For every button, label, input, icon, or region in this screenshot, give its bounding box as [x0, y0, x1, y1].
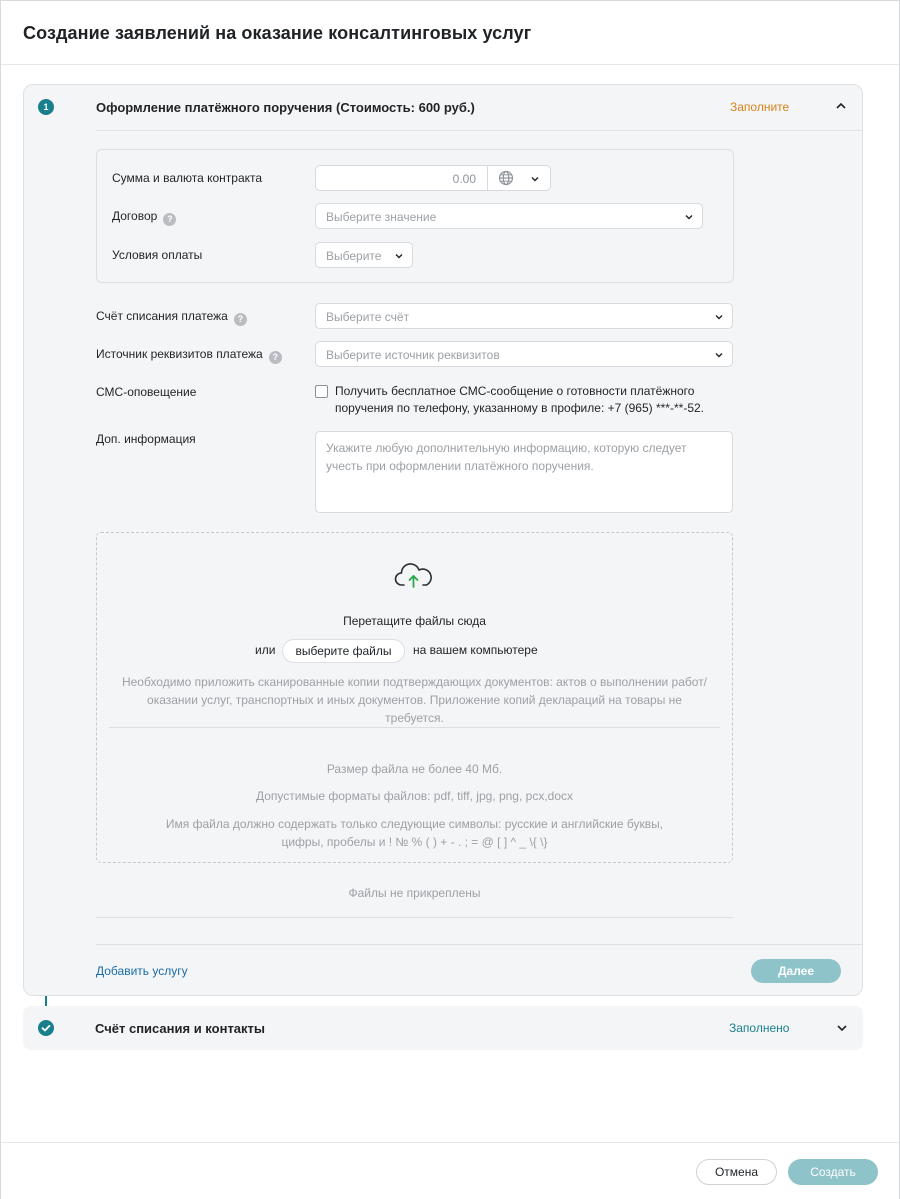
divider: [487, 166, 488, 190]
step-status-badge: Заполните: [730, 100, 790, 114]
chevron-down-icon[interactable]: [714, 350, 724, 360]
step-title: Счёт списания и контакты: [95, 1021, 266, 1036]
debit-account-select[interactable]: [315, 303, 733, 329]
dialog-header: [1, 1, 899, 65]
sms-checkbox[interactable]: [315, 385, 328, 398]
chevron-down-icon[interactable]: [530, 174, 540, 184]
help-icon[interactable]: ?: [269, 351, 282, 364]
sms-label: СМС-оповещение: [96, 385, 197, 399]
divider: [109, 727, 720, 728]
payment-terms-placeholder: Выберите: [326, 249, 382, 263]
divider: [96, 917, 733, 918]
payment-terms-label: Условия оплаты: [112, 248, 203, 262]
file-size-rule: Размер файла не более 40 Мб.: [326, 762, 503, 776]
globe-icon[interactable]: [498, 170, 514, 186]
divider: [96, 130, 862, 131]
extra-info-label: Доп. информация: [96, 432, 196, 446]
extra-info-placeholder: Укажите любую дополнительную информацию, которую следует учесть при оформлении платёжного поручения.: [326, 441, 687, 473]
cancel-button[interactable]: Отмена: [696, 1159, 777, 1185]
next-button[interactable]: Далее: [751, 959, 841, 983]
dialog-title: Создание заявлений на оказание консалтинговых услуг: [23, 23, 532, 43]
add-service-link[interactable]: Добавить услугу: [96, 964, 188, 978]
chevron-down-icon[interactable]: [684, 212, 694, 222]
help-icon[interactable]: ?: [234, 313, 247, 326]
step-panel-header[interactable]: [24, 85, 862, 131]
dialog-footer: [1, 1142, 899, 1199]
source-placeholder: Выберите источник реквизитов: [326, 348, 500, 362]
step-panel-account-contacts[interactable]: [23, 1006, 863, 1050]
chevron-up-icon[interactable]: [834, 99, 848, 113]
chevron-down-icon[interactable]: [714, 312, 724, 322]
payment-terms-select[interactable]: [315, 242, 413, 268]
divider: [96, 944, 862, 945]
debit-account-placeholder: Выберите счёт: [326, 310, 410, 324]
debit-account-label: Счёт списания платежа ?: [96, 309, 247, 326]
step-status-badge: Заполнено: [729, 1021, 790, 1035]
check-icon: [38, 1020, 54, 1036]
step-title: Оформление платёжного поручения (Стоимость: 600 руб.): [96, 100, 475, 115]
step-number-badge: 1: [38, 99, 54, 115]
amount-currency-input[interactable]: [315, 165, 551, 191]
amount-label: Сумма и валюта контракта: [112, 171, 263, 185]
create-button[interactable]: Создать: [788, 1159, 878, 1185]
no-files-text: Файлы не прикреплены: [348, 886, 481, 900]
chevron-down-icon[interactable]: [394, 251, 404, 261]
contract-label: Договор ?: [112, 209, 176, 226]
sms-checkbox-label[interactable]: Получить бесплатное СМС-сообщение о готовности платёжного поручения по телефону, указанному в профиле: +7 (965) ***-**-52.: [335, 384, 704, 415]
extra-info-textarea[interactable]: [315, 431, 733, 513]
choose-files-button[interactable]: выберите файлы: [282, 639, 405, 663]
file-dropzone[interactable]: [96, 532, 733, 863]
dropzone-on-computer: на вашем компьютере: [413, 643, 538, 657]
source-select[interactable]: [315, 341, 733, 367]
dropzone-note: Необходимо приложить сканированные копии подтверждающих документов: актов о выполнении работ/оказании услуг, транспортных и иных документов. Приложение копий деклараций на товары не требуется.: [121, 675, 708, 725]
contract-select[interactable]: [315, 203, 703, 229]
amount-value[interactable]: 0.00: [452, 172, 476, 186]
dropzone-or: или: [255, 643, 276, 657]
chevron-down-icon[interactable]: [835, 1021, 849, 1035]
contract-select-placeholder: Выберите значение: [326, 210, 437, 224]
file-formats-rule: Допустимые форматы файлов: pdf, tiff, jpg, png, pcx,docx: [255, 789, 573, 803]
dropzone-title: Перетащите файлы сюда: [343, 614, 486, 628]
contract-fields-group: [96, 149, 734, 283]
help-icon[interactable]: ?: [163, 213, 176, 226]
step-panel-payment-order: [23, 84, 863, 996]
source-label: Источник реквизитов платежа ?: [96, 347, 282, 364]
file-name-rule: Имя файла должно содержать только следующие символы: русские и английские буквы, цифры, пробелы и ! № % ( ) + - . ; = @ [ ] ^ _ \{ \}: [165, 817, 664, 849]
cloud-upload-icon: [393, 561, 435, 593]
